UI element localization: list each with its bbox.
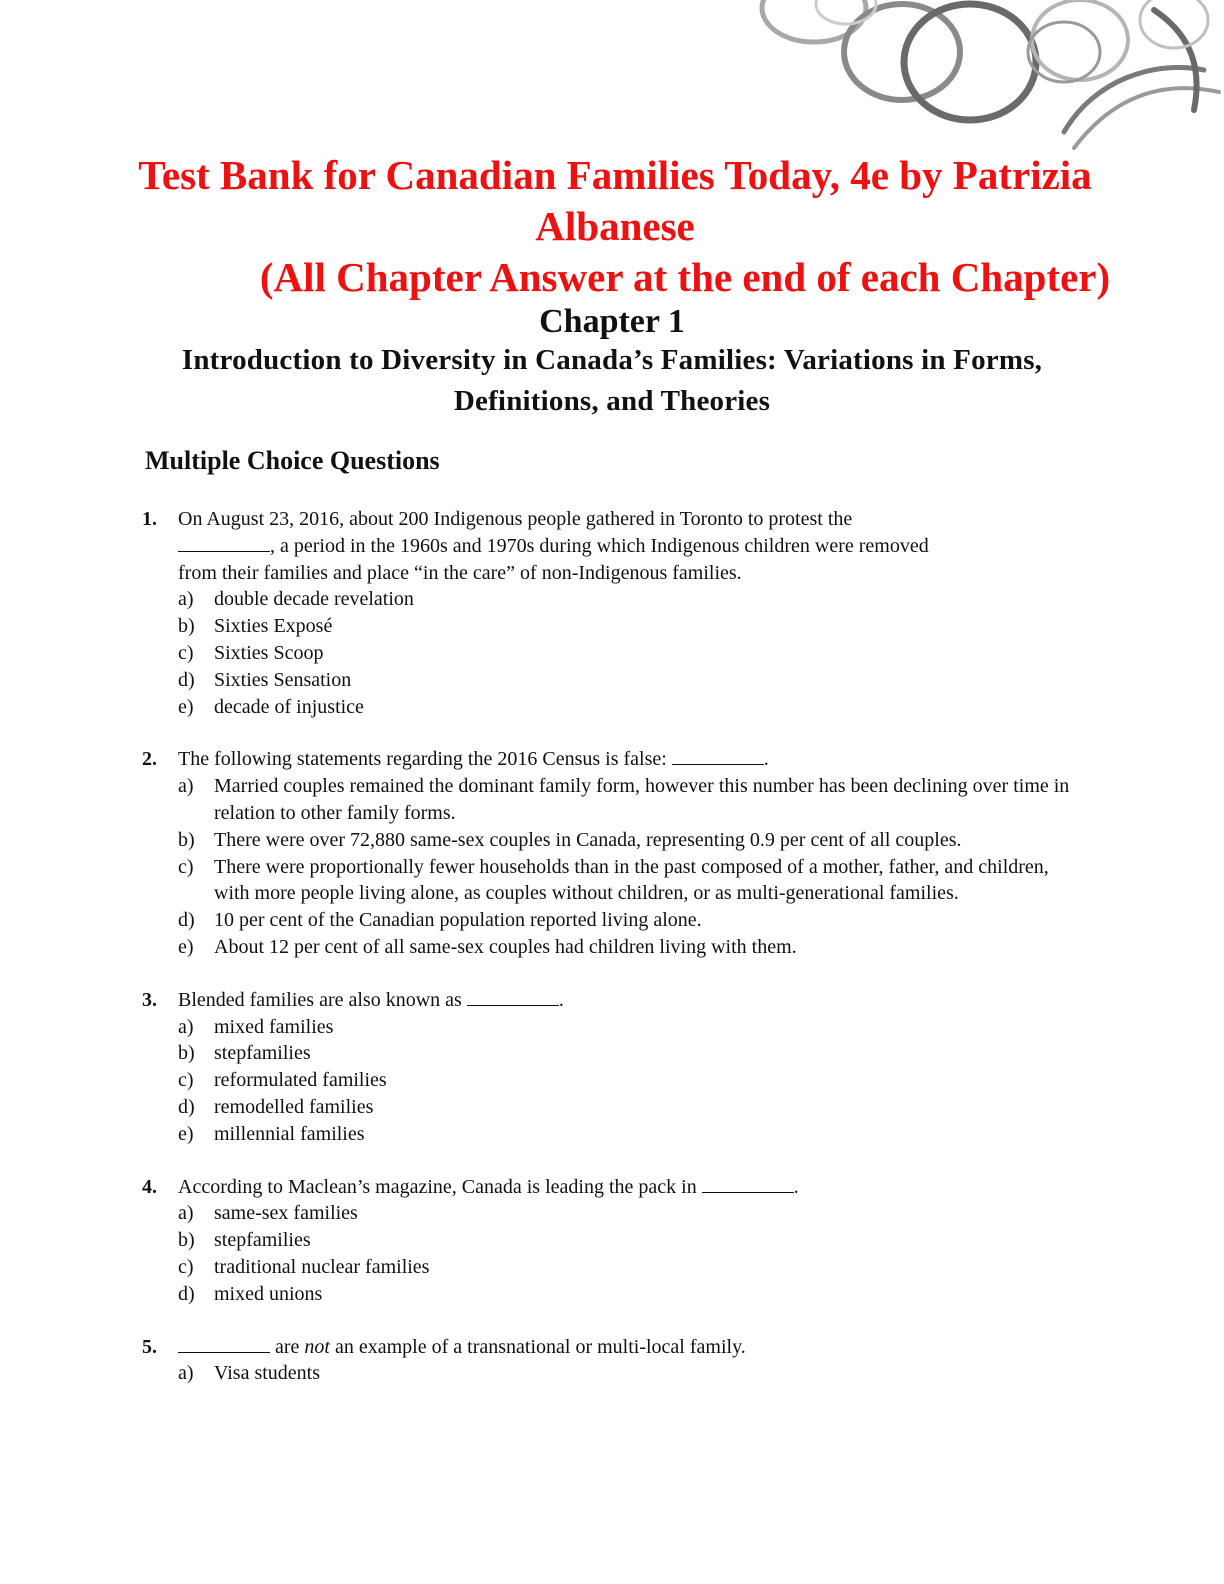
option-text: stepfamilies — [214, 1229, 311, 1252]
question-list — [142, 506, 1082, 1413]
option-letter: b) — [178, 1229, 195, 1252]
question-stem — [178, 506, 1082, 586]
answer-option — [178, 1014, 1082, 1041]
question-item — [142, 1334, 1082, 1388]
option-text: 10 per cent of the Canadian population reported living alone. — [214, 909, 702, 932]
stem-text: . — [793, 1175, 799, 1198]
option-letter: d) — [178, 1282, 195, 1305]
question-number: 1. — [142, 508, 157, 530]
option-letter: b) — [178, 828, 195, 851]
chapter-title-line-2: Definitions, and Theories — [453, 385, 771, 417]
question-stem — [178, 1334, 1082, 1361]
question-number: 2. — [142, 748, 157, 771]
stem-text: Blended families are also known as — [178, 988, 467, 1011]
stem-text: an example of a transnational or multi-local family. — [329, 1335, 746, 1358]
stem-text: , a period in the 1960s and 1970s during which Indigenous children were removed — [270, 534, 929, 557]
answer-options — [178, 586, 1082, 720]
option-letter: a) — [178, 588, 194, 611]
option-text: stepfamilies — [214, 1042, 311, 1065]
answer-blank — [672, 746, 764, 765]
answer-option — [178, 640, 1082, 667]
option-letter: a) — [178, 1015, 194, 1038]
answer-option — [178, 1094, 1082, 1121]
stem-text: According to Maclean’s magazine, Canada is leading the pack in — [178, 1175, 702, 1198]
option-text: There were proportionally fewer households than in the past composed of a mother, father, and children, with more people living alone, as couples without children, or as multi-generational families. — [214, 855, 1049, 905]
answer-option — [178, 854, 1082, 908]
question-stem-line — [178, 533, 1082, 560]
option-text: About 12 per cent of all same-sex couples had children living with them. — [214, 935, 797, 958]
answer-options — [178, 1360, 1082, 1387]
option-letter: d) — [178, 1095, 195, 1118]
option-text: There were over 72,880 same-sex couples in Canada, representing 0.9 per cent of all couples. — [214, 828, 962, 851]
option-letter: e) — [178, 1122, 194, 1145]
option-letter: c) — [178, 641, 194, 664]
option-letter: a) — [178, 1362, 194, 1385]
option-letter: d) — [178, 668, 195, 691]
stem-text: . — [763, 748, 769, 771]
answer-option — [178, 1254, 1082, 1281]
answer-option — [178, 1121, 1082, 1148]
stem-text: from their families and place “in the care” of non-Indigenous families. — [178, 561, 742, 584]
question-stem-line — [178, 746, 1082, 773]
question-stem-line — [178, 560, 1082, 587]
question-stem-line — [178, 1334, 1082, 1361]
question-item — [142, 746, 1082, 960]
answer-option — [178, 1040, 1082, 1067]
option-letter: e) — [178, 935, 194, 958]
question-stem — [178, 746, 1082, 773]
title-line-3: (All Chapter Answer at the end of each Chapter) — [259, 254, 1111, 300]
option-text: millennial families — [214, 1122, 365, 1145]
answer-options — [178, 1014, 1082, 1148]
answer-option — [178, 1200, 1082, 1227]
question-stem-line — [178, 1174, 1082, 1201]
answer-blank — [178, 533, 270, 552]
option-text: Sixties Exposé — [214, 615, 333, 638]
question-stem — [178, 1174, 1082, 1201]
option-text: remodelled families — [214, 1095, 374, 1118]
answer-option — [178, 773, 1082, 827]
question-item — [142, 506, 1082, 720]
question-stem — [178, 987, 1082, 1014]
answer-options — [178, 1200, 1082, 1307]
option-letter: b) — [178, 615, 195, 638]
option-text: Sixties Sensation — [214, 668, 352, 691]
answer-blank — [178, 1334, 270, 1353]
answer-option — [178, 827, 1082, 854]
answer-options — [178, 773, 1082, 961]
answer-option — [178, 1227, 1082, 1254]
option-text: Visa students — [214, 1362, 321, 1385]
option-letter: c) — [178, 1069, 194, 1092]
option-text: mixed families — [214, 1015, 334, 1038]
question-stem-line — [178, 506, 1082, 533]
answer-blank — [467, 987, 559, 1006]
chapter-title — [80, 340, 1144, 422]
option-letter: c) — [178, 855, 194, 878]
option-text: reformulated families — [214, 1069, 387, 1092]
section-heading: Multiple Choice Questions — [145, 446, 440, 475]
chapter-number: Chapter 1 — [539, 303, 685, 340]
question-number: 4. — [142, 1175, 157, 1198]
option-letter: e) — [178, 695, 194, 718]
option-text: same-sex families — [214, 1202, 358, 1225]
stem-text: are — [270, 1335, 305, 1358]
answer-option — [178, 907, 1082, 934]
title-line-1: Test Bank for Canadian Families Today, 4e by Patrizia — [138, 152, 1092, 198]
answer-blank — [702, 1174, 794, 1193]
chapter-title-line-1: Introduction to Diversity in Canada’s Families: Variations in Forms, — [181, 344, 1043, 376]
stem-text: On August 23, 2016, about 200 Indigenous people gathered in Toronto to protest the — [178, 508, 853, 530]
option-text: double decade revelation — [214, 588, 414, 611]
answer-option — [178, 667, 1082, 694]
option-text: traditional nuclear families — [214, 1255, 430, 1278]
answer-option — [178, 613, 1082, 640]
answer-option — [178, 586, 1082, 613]
answer-option — [178, 1281, 1082, 1308]
option-letter: d) — [178, 909, 195, 932]
question-number: 5. — [142, 1335, 157, 1358]
question-item — [142, 987, 1082, 1148]
stem-text: The following statements regarding the 2016 Census is false: — [178, 748, 672, 771]
document-title — [60, 150, 1170, 303]
option-text: decade of injustice — [214, 695, 364, 718]
option-text: Married couples remained the dominant family form, however this number has been declining over time in relation to other family forms. — [214, 775, 1070, 824]
question-number: 3. — [142, 988, 157, 1011]
option-text: Sixties Scoop — [214, 641, 324, 664]
option-letter: a) — [178, 775, 194, 798]
option-letter: a) — [178, 1202, 194, 1225]
option-text: mixed unions — [214, 1282, 323, 1305]
question-item — [142, 1174, 1082, 1308]
option-letter: c) — [178, 1255, 194, 1278]
answer-option — [178, 694, 1082, 721]
answer-option — [178, 934, 1082, 961]
option-letter: b) — [178, 1042, 195, 1065]
answer-option — [178, 1067, 1082, 1094]
stem-emphasis: not — [304, 1335, 330, 1358]
question-stem-line — [178, 987, 1082, 1014]
stem-text: . — [558, 988, 564, 1011]
answer-option — [178, 1360, 1082, 1387]
decorative-circles-graphic — [734, 0, 1224, 150]
title-line-2: Albanese — [535, 203, 695, 249]
